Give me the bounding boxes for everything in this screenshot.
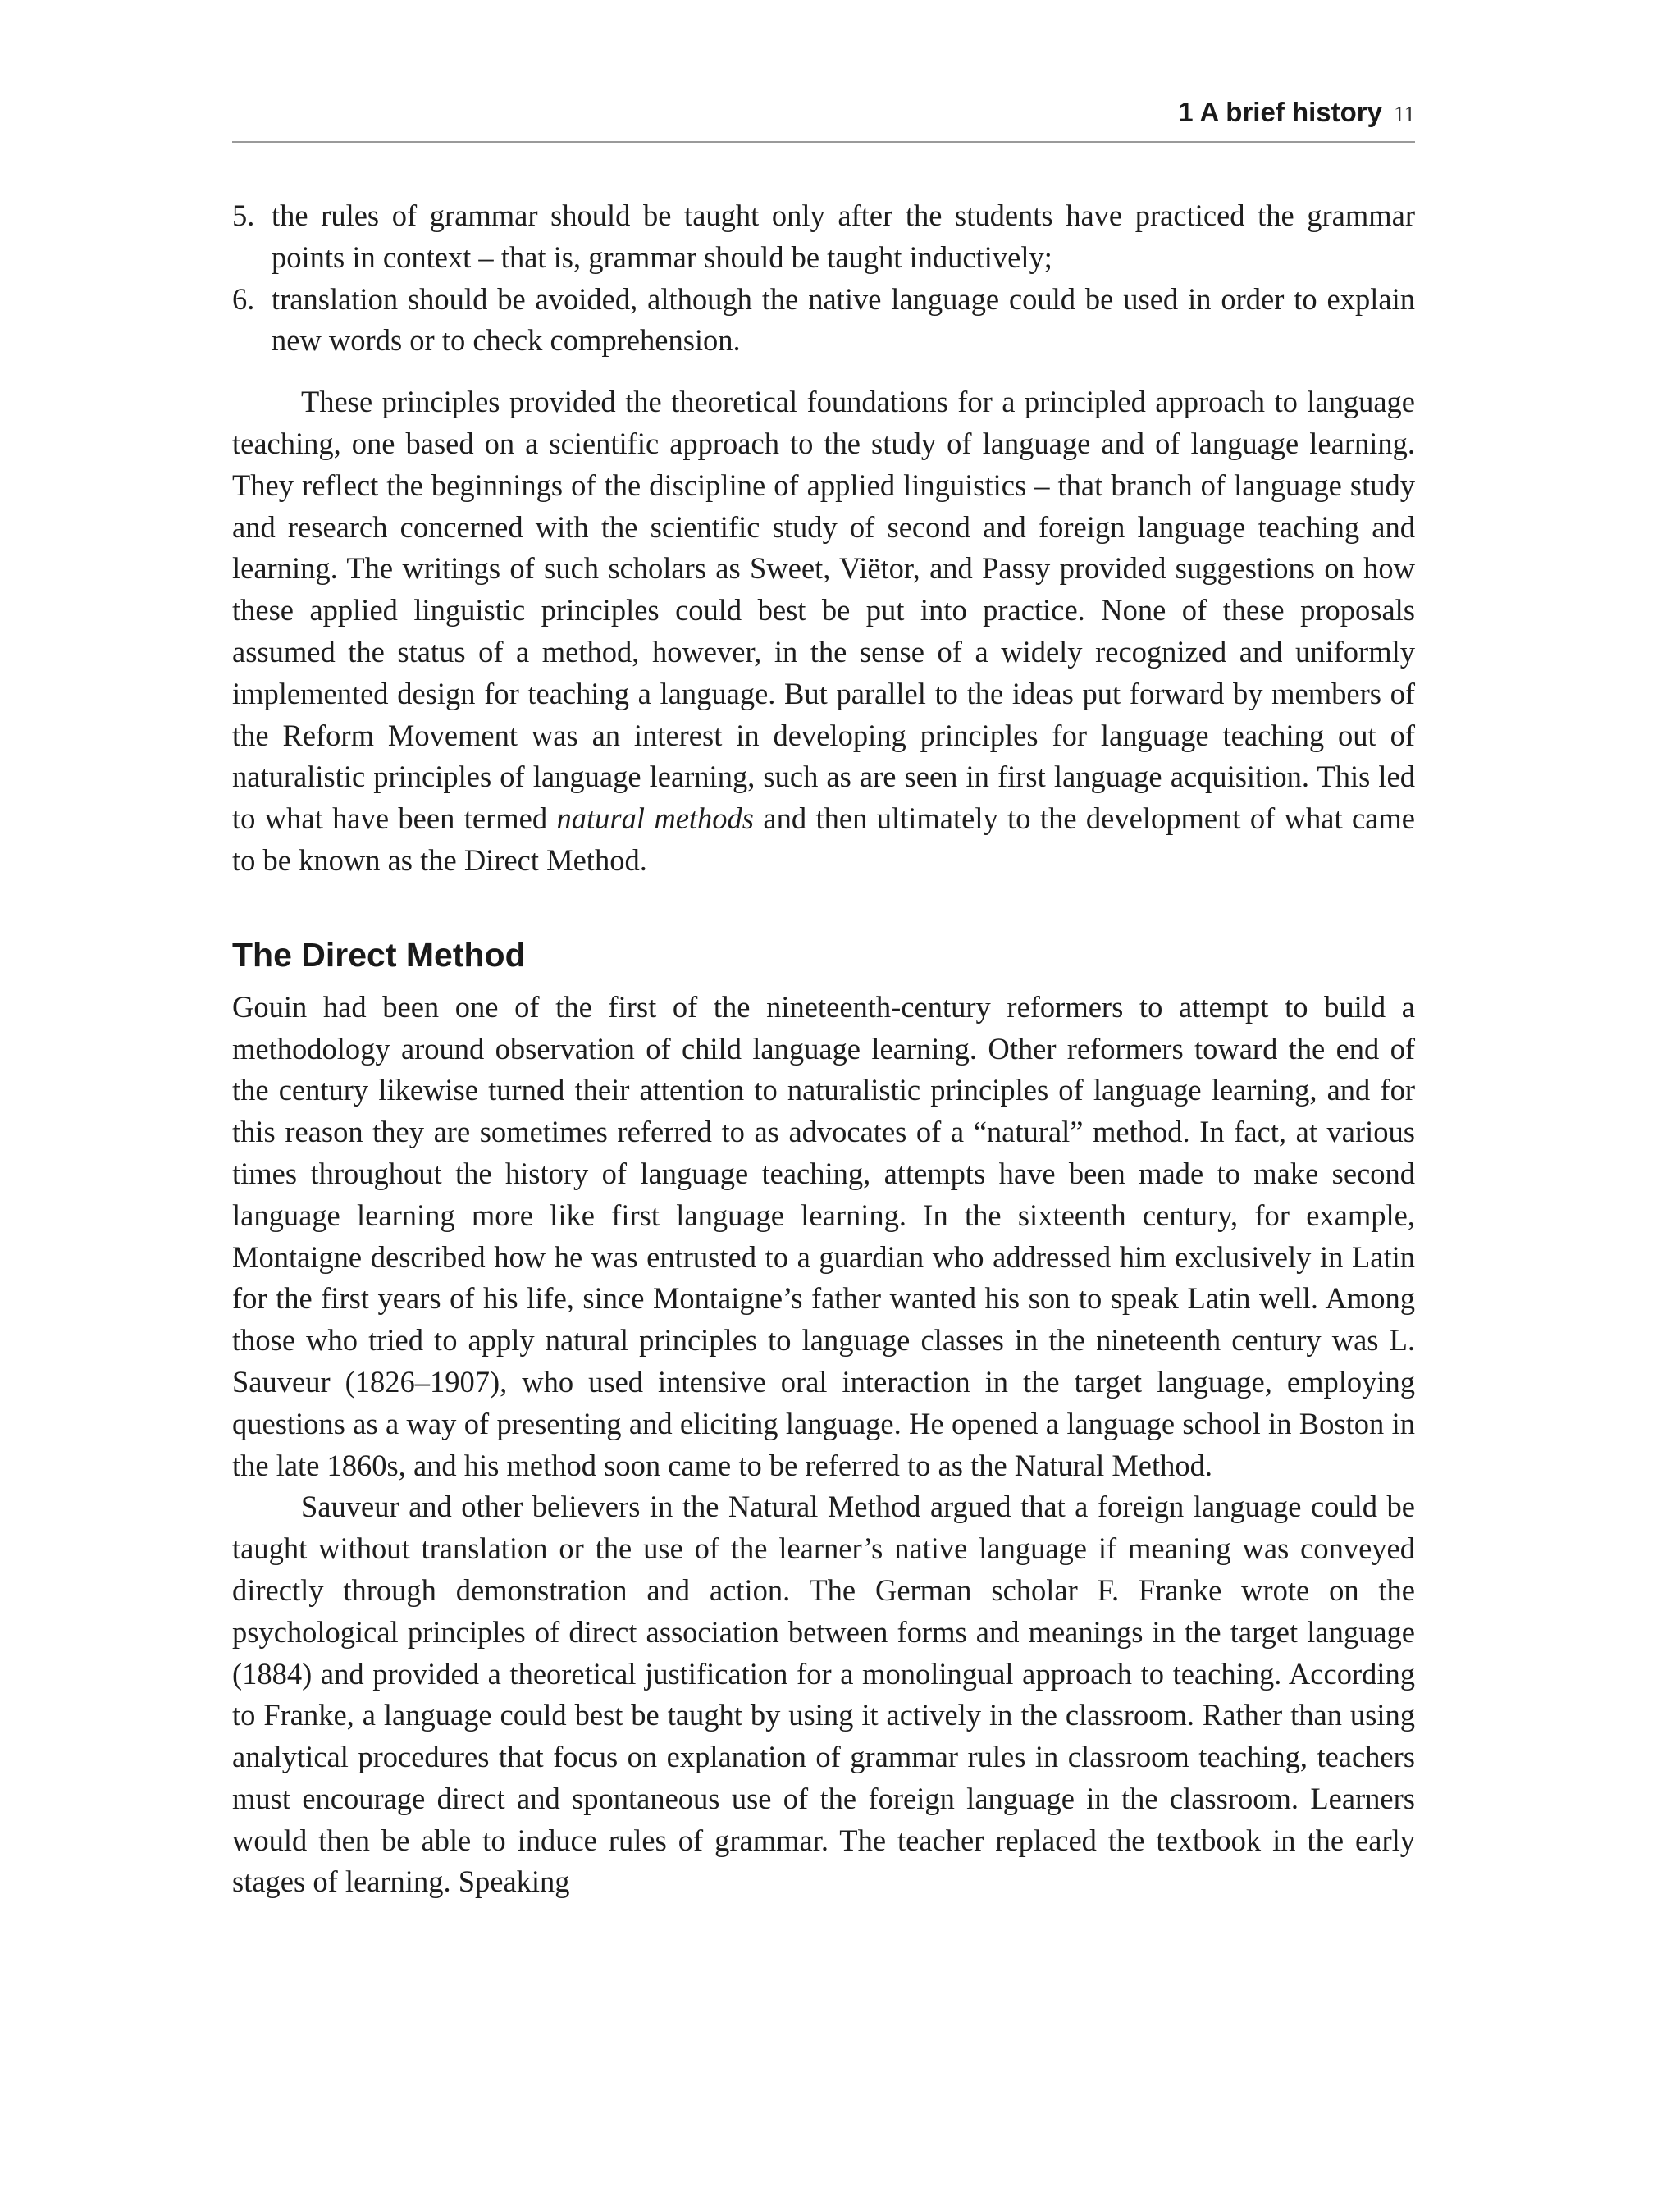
paragraph-text: and then ultimately to the development of what came to be known as the Direct Method. [232, 801, 1415, 877]
running-head [1178, 97, 1415, 128]
list-item-text: the rules of grammar should be taught only after the students have practiced the grammar points in context – that is, grammar should be taught inductively; [272, 199, 1415, 274]
section-heading: The Direct Method [232, 935, 526, 974]
italic-term: natural methods [556, 801, 755, 836]
chapter-title: 1 A brief history [1178, 97, 1382, 127]
paragraph-text: These principles provided the theoretical foundations for a principled approach to language teaching, one based on a scientific approach to the study of language and of language learning. They reflect the beginnings of the discipline of applied linguistics – that branch of language study and research concerned with the scientific study of second and foreign language teaching and learning. The writings of such scholars as Sweet, Viëtor, and Passy provided suggestions on how these applied linguistic principles could best be put into practice. None of these proposals assumed the status of a method, however, in the sense of a widely recognized and uniformly implemented design for teaching a language. But parallel to the ideas put forward by members of the Reform Movement was an interest in developing principles for language teaching out of naturalistic principles of language learning, such as are seen in first language acquisition. This led to what have been termed [232, 385, 1415, 836]
paragraph: Sauveur and other believers in the Natural Method argued that a foreign language could be taught without translation or the use of the learner’s native language if meaning was conveyed directly through demonstration and action. The German scholar F. Franke wrote on the psychological principles of direct association between forms and meanings in the target language (1884) and provided a theoretical justification for a monolingual approach to teaching. According to Franke, a language could best be taught by using it actively in the classroom. Rather than using analytical procedures that focus on explanation of grammar rules in classroom teaching, teachers must encourage direct and spontaneous use of the foreign language in the classroom. Learners would then be able to induce rules of grammar. The teacher replaced the textbook in the early stages of learning. Speaking [232, 1490, 1415, 1899]
list-marker: 6. [232, 281, 255, 316]
paragraph: Gouin had been one of the first of the nineteenth-century reformers to attempt to build a methodology around observation of child language learning. Other reformers toward the end of the century likewise turned their attention to naturalistic principles of language learning, and for this reason they are sometimes referred to as advocates of a “natural” method. In fact, at various times throughout the history of language teaching, attempts have been made to make second language learning more like first language learning. In the sixteenth century, for example, Montaigne described how he was entrusted to a guardian who addressed him exclusively in Latin for the first years of his life, since Montaigne’s father wanted his son to speak Latin well. Among those who tried to apply natural principles to language classes in the nineteenth century was L. Sauveur (1826–1907), who used intensive oral interaction in the target language, employing questions as a way of presenting and eliciting language. He opened a language school in Boston in the late 1860s, and his method soon came to be referred to as the Natural Method. [232, 989, 1415, 1482]
body-text [232, 195, 1415, 1903]
paragraph [232, 381, 1415, 882]
numbered-list [232, 195, 1415, 362]
page-number: 11 [1394, 102, 1415, 126]
list-item [232, 279, 1415, 363]
list-item-text: translation should be avoided, although the native language could be used in order to explain new words or to check comprehension. [272, 281, 1415, 358]
list-item [232, 195, 1415, 279]
list-marker: 5. [232, 199, 255, 232]
header-rule [232, 141, 1415, 143]
